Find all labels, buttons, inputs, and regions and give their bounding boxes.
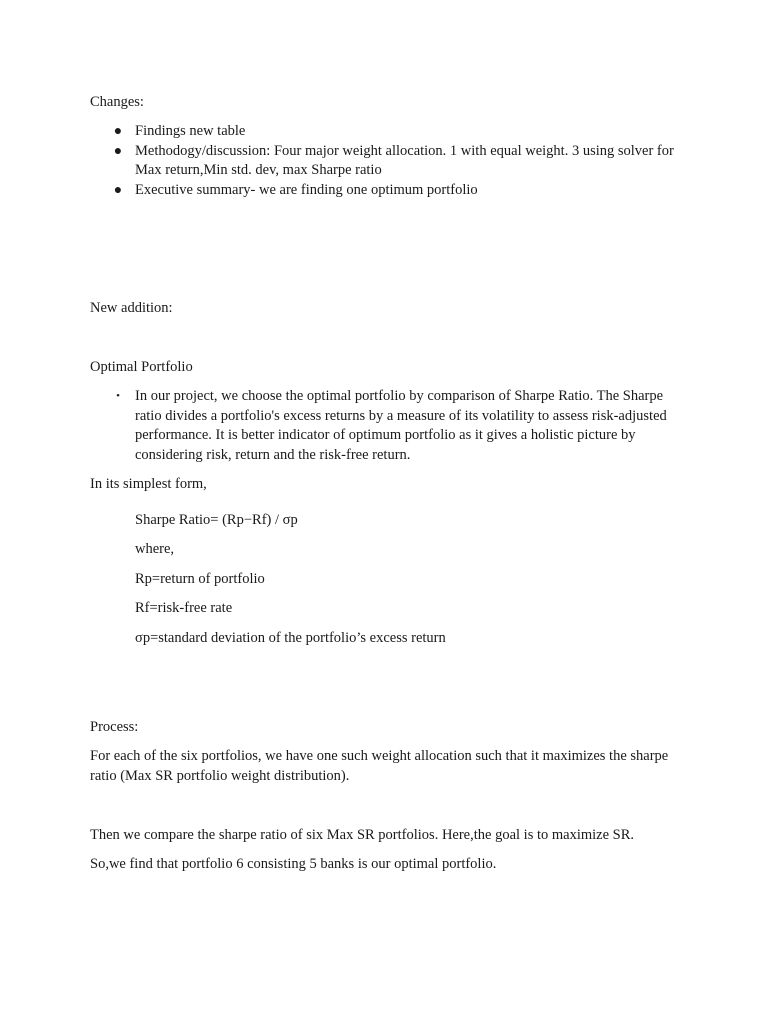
list-item xyxy=(90,122,690,142)
process-paragraph-2: Then we compare the sharpe ratio of six Max SR portfolios. Here,the goal is to maximize SR. xyxy=(90,827,635,843)
list-item-text: Findings new table xyxy=(135,123,246,139)
definition-sigma-p: σp=standard deviation of the portfolio’s excess return xyxy=(135,630,446,646)
process-heading: Process: xyxy=(90,719,139,735)
bullet-icon: • xyxy=(116,390,120,402)
optimal-portfolio-heading: Optimal Portfolio xyxy=(90,359,193,375)
bullet-icon: ● xyxy=(113,124,123,139)
sharpe-ratio-formula: Sharpe Ratio= (Rp−Rf) / σp xyxy=(135,512,298,528)
optimal-portfolio-list xyxy=(90,387,690,465)
changes-heading: Changes: xyxy=(90,94,144,110)
simplest-form-text: In its simplest form, xyxy=(90,476,207,492)
list-item xyxy=(90,142,690,181)
list-item-text: Executive summary- we are finding one optimum portfolio xyxy=(135,181,478,198)
where-text: where, xyxy=(135,541,175,557)
bullet-icon: ● xyxy=(113,143,123,159)
list-item xyxy=(90,181,690,201)
new-addition-heading: New addition: xyxy=(90,300,173,316)
list-item-text: In our project, we choose the optimal portfolio by comparison of Sharpe Ratio. The Sharpe ratio divides a portfolio's excess returns by a measure of its volatility to assess risk-adjusted performance. It is better indicator of optimum portfolio as it gives a holistic picture by considering risk, return and the risk-free return. xyxy=(135,388,667,463)
changes-list xyxy=(90,122,690,200)
process-paragraph-1: For each of the six portfolios, we have one such weight allocation such that it maximizes the sharpe ratio (Max SR portfolio weight distribution). xyxy=(90,748,669,784)
definition-rf: Rf=risk-free rate xyxy=(135,600,233,616)
list-item xyxy=(90,387,690,465)
bullet-icon: ● xyxy=(113,182,123,198)
process-paragraph-3: So,we find that portfolio 6 consisting 5 banks is our optimal portfolio. xyxy=(90,856,497,872)
definition-rp: Rp=return of portfolio xyxy=(135,571,265,587)
list-item-text: Methodogy/discussion: Four major weight allocation. 1 with equal weight. 3 using solver for Max return,Min std. dev, max Sharpe ratio xyxy=(135,142,674,178)
